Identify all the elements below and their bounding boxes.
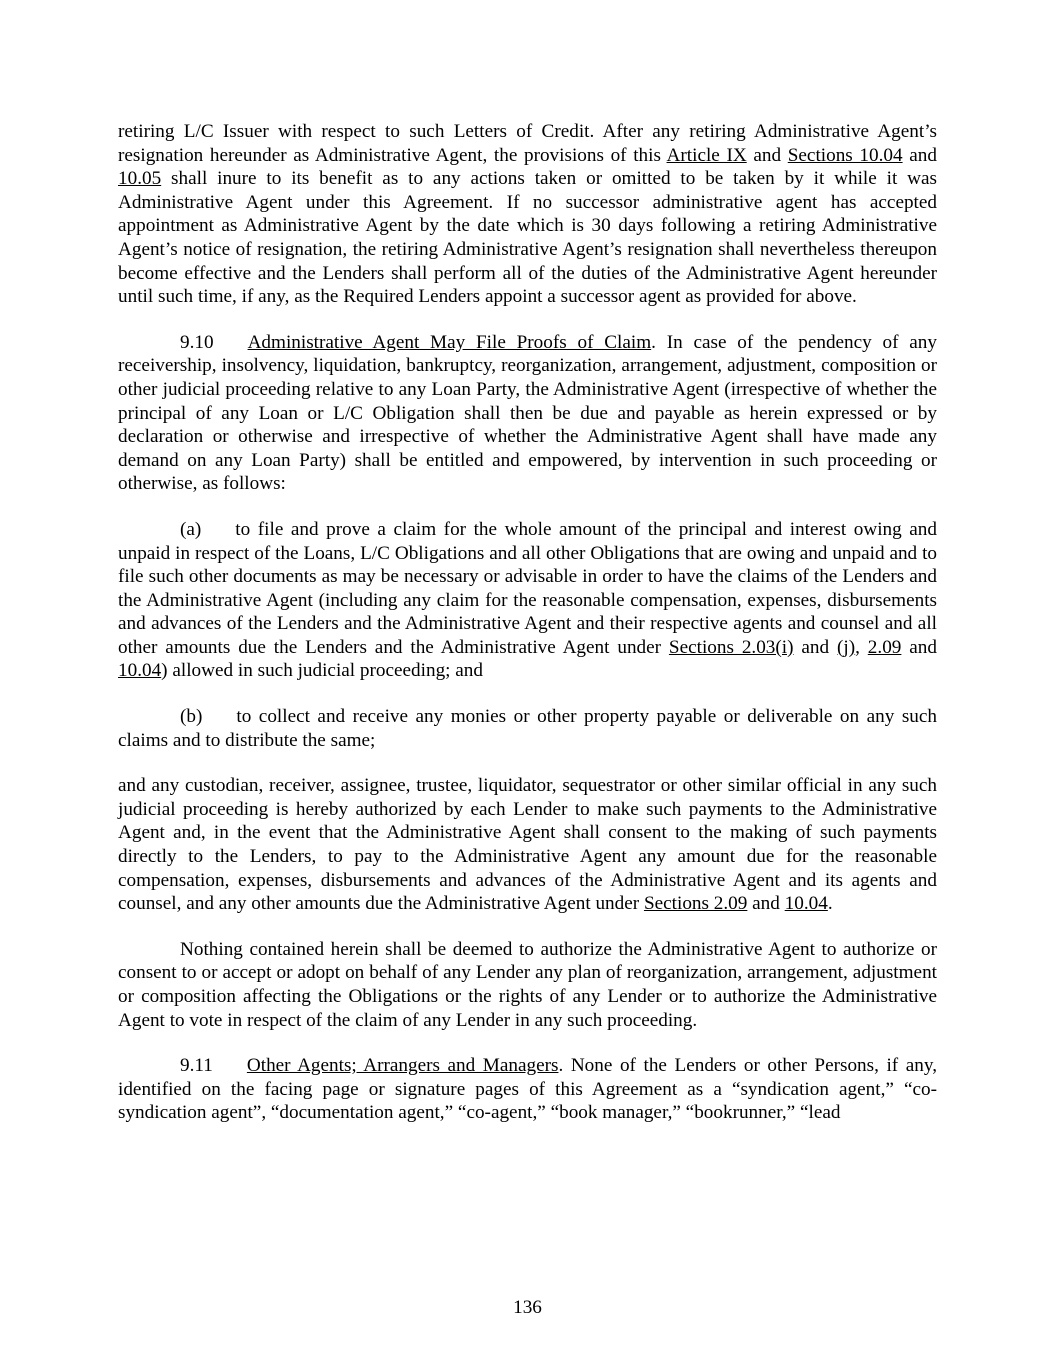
text-run: , [855, 636, 868, 658]
cross-reference: 10.04 [118, 660, 162, 682]
text-run: and [901, 636, 937, 658]
text-run: and [902, 144, 937, 166]
cross-reference: 2.09 [867, 636, 902, 658]
text-run: and [793, 636, 837, 658]
cross-reference: Sections 10.04 [787, 144, 903, 166]
paragraph-p-9-11 [118, 1054, 937, 1125]
cross-reference: Administrative Agent May File Proofs of Claim [247, 331, 652, 353]
paragraph-p-9-10 [118, 331, 937, 496]
text-run: . [827, 893, 833, 915]
text-run: . None of the Lenders or other Persons, if any, identified on the facing page or signature pages of this Agreement as a “syndication agent,” “co-syndication agent”, “documentation agent,” “co-agent,” “book manager,” “bookrunner,” “lead [118, 1055, 937, 1124]
page-number: 136 [513, 1297, 542, 1318]
cross-reference: Other Agents; Arrangers and Managers [246, 1055, 559, 1077]
cross-reference: 10.05 [118, 168, 162, 190]
text-run: Nothing contained herein shall be deemed to authorize the Administrative Agent to authorize or consent to or accept or adopt on behalf of any Lender any plan of reorganization, arrangement, adjustment or composition affecting the Obligations or the rights of any Lender or to authorize the Administrative Agent to vote in respect of the claim of any Lender in any such proceeding. [118, 938, 937, 1031]
paragraph-p-9-10-b [118, 705, 937, 752]
paragraph-p-custodian [118, 774, 937, 916]
text-run: and [747, 893, 785, 915]
text-run: . In case of the pendency of any receivership, insolvency, liquidation, bankruptcy, reorganization, arrangement, adjustment, composition or other judicial proceeding relative to any Loan Party, the Administrative Agent (irrespective of whether the principal of any Loan or L/C Obligation shall then be due and payable as herein expressed or by declaration or otherwise and irrespective of whether the Administrative Agent shall have made any demand on any Loan Party) shall be entitled and empowered, by intervention in such proceeding or otherwise, as follows: [118, 331, 937, 495]
text-run: (a) [180, 518, 202, 540]
cross-reference: Article IX [666, 144, 747, 166]
cross-reference: 10.04 [784, 893, 828, 915]
text-run: (b) [180, 706, 203, 728]
text-run: shall inure to its benefit as to any actions taken or omitted to be taken by it while it was Administrative Agent under this Agreement. If no successor administrative agent has accepted appointment as Administrative Agent by the date which is 30 days following a retiring Administrative Agent’s notice of resignation, the retiring Administrative Agent’s resignation shall nevertheless thereupon become effective and the Lenders shall perform all of the duties of the Administrative Agent hereunder until such time, if any, as the Required Lenders appoint a successor agent as provided for above. [118, 168, 937, 308]
text-run: and [746, 144, 788, 166]
text-run: to file and prove a claim for the whole amount of the principal and interest owing and unpaid in respect of the Loans, L/C Obligations and all other Obligations that are owing and unpaid and to file such other documents as may be necessary or advisable in order to have the claims of the Lenders and the Administrative Agent (including any claim for the reasonable compensation, expenses, disbursements and advances of the Lenders and the Administrative Agent and their respective agents and counsel and all other amounts due the Lenders and the Administrative Agent under [118, 518, 937, 658]
cross-reference: Sections 2.03(i) [668, 636, 794, 658]
paragraph-p-9-10-a [118, 518, 937, 683]
paragraph-p-retiring-lc-issuer [118, 120, 937, 309]
cross-reference: Sections 2.09 [643, 893, 748, 915]
document-body [118, 120, 937, 1125]
text-run: ) allowed in such judicial proceeding; and [161, 660, 483, 682]
text-run: 9.10 [180, 331, 214, 353]
text-run: to collect and receive any monies or other property payable or deliverable on any such claims and to distribute the same; [118, 706, 937, 751]
text-run: retiring L/C Issuer with respect to such Letters of Credit. After any retiring Administrative Agent’s resignation hereunder as Administrative Agent, the provisions of this [118, 121, 937, 166]
text-run: 9.11 [180, 1055, 213, 1077]
cross-reference: (j) [836, 636, 856, 658]
text-run: and any custodian, receiver, assignee, trustee, liquidator, sequestrator or other similar official in any such judicial proceeding is hereby authorized by each Lender to make such payments to the Administrative Agent and, in the event that the Administrative Agent shall consent to the making of such payments directly to the Lenders, to pay to the Administrative Agent any amount due for the reasonable compensation, expenses, disbursements and advances of the Administrative Agent and its agents and counsel, and any other amounts due the Administrative Agent under [118, 775, 937, 915]
paragraph-p-nothing-contained [118, 938, 937, 1032]
